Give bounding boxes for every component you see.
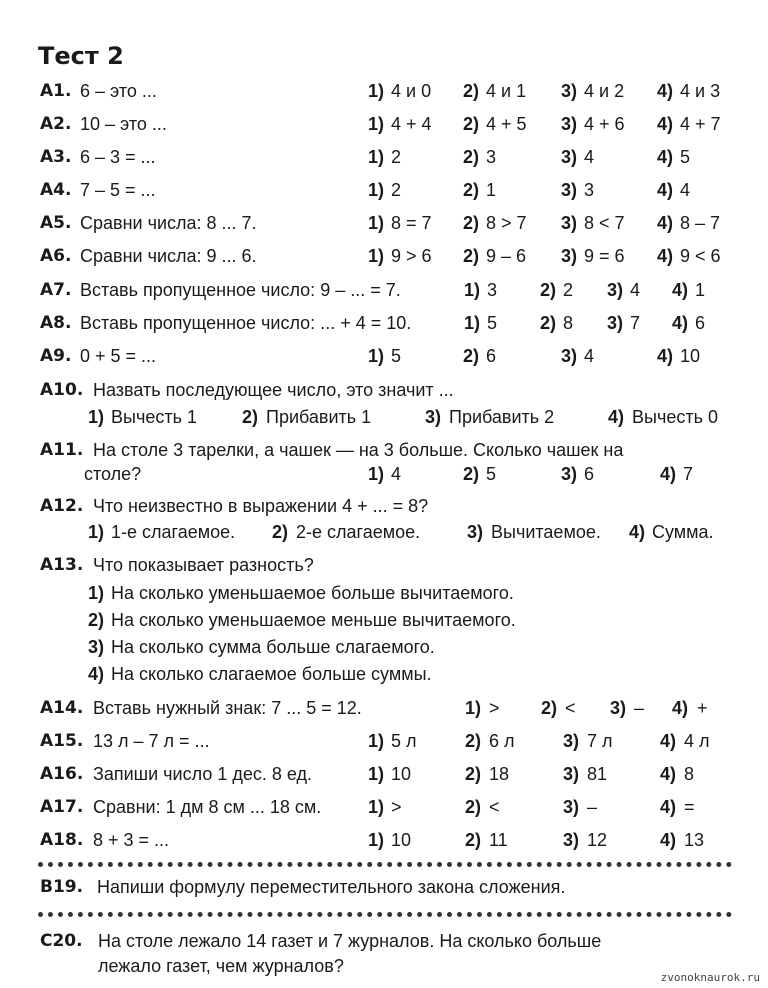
question-label: А6. [40,246,72,266]
question-a11 [0,437,768,463]
question-text: лежало газет, чем журналов? [98,956,344,976]
question-label: А2. [40,114,72,134]
option-text: 4 [630,280,641,300]
option-number: 1) [368,764,385,784]
option-number: 3) [563,731,580,751]
option-text: Прибавить 2 [449,407,555,427]
option-number: 3) [563,764,580,784]
option-number: 2) [540,313,557,333]
option-number: 1) [368,464,385,484]
option-number: 3) [467,522,484,542]
option-number: 3) [561,464,578,484]
option-number: 1) [368,731,385,751]
option-number: 2) [88,610,105,630]
option-text: > [489,698,500,718]
question-text: Что неизвестно в выражении 4 + ... = 8? [93,496,429,516]
option-number: 2) [540,280,557,300]
option-text: 9 = 6 [584,246,625,266]
option-number: 2) [465,830,482,850]
option-number: 4) [657,346,674,366]
question-text: 0 + 5 = ... [80,346,157,366]
option-number: 3) [561,246,578,266]
option-text: 12 [587,830,608,850]
option-text: 4 л [684,731,710,751]
option-number: 4) [657,180,674,200]
option-text: 7 [630,313,641,333]
option-number: 3) [561,180,578,200]
question-a9 [0,343,768,369]
question-label: А12. [40,496,84,516]
option-number: 2) [463,213,480,233]
question-a14 [0,695,768,721]
option-number: 4) [672,280,689,300]
question-a5 [0,210,768,236]
option-number: 4) [660,464,677,484]
option-text: 4 [584,346,595,366]
option-number: 2) [463,114,480,134]
option-text: > [391,797,402,817]
question-label: А14. [40,698,84,718]
question-text: Сравни: 1 дм 8 см ... 18 см. [93,797,322,817]
question-label: А16. [40,764,84,784]
site-watermark: zvonoknaurok.ru [660,971,760,984]
option-text: 8 < 7 [584,213,625,233]
question-text: 13 л – 7 л = ... [93,731,210,751]
question-label: А17. [40,797,84,817]
option-text: Вычесть 1 [111,407,197,427]
option-text: 1 [695,280,706,300]
question-label: В19. [40,877,84,897]
option-number: 4) [608,407,625,427]
option-text: 6 [486,346,497,366]
option-text: 3 [487,280,498,300]
option-text: < [489,797,500,817]
question-label: А15. [40,731,84,751]
option-text: На сколько слагаемое больше суммы. [111,664,432,684]
option-text: 4 + 5 [486,114,527,134]
option-text: 2 [391,180,402,200]
option-number: 4) [660,797,677,817]
option-number: 1) [464,313,481,333]
option-number: 4) [657,147,674,167]
option-text: 4 [391,464,402,484]
option-number: 4) [672,698,689,718]
option-number: 2) [465,731,482,751]
question-text: Сравни числа: 9 ... 6. [80,246,257,266]
question-b19 [0,874,768,900]
option-text: 8 [684,764,695,784]
question-label: С20. [40,931,83,951]
option-text: 2-е слагаемое. [296,522,421,542]
option-text: 10 [391,764,412,784]
option-number: 2) [242,407,259,427]
question-a13-option-2 [0,607,768,633]
question-a8 [0,310,768,336]
option-number: 4) [88,664,105,684]
option-number: 3) [563,797,580,817]
option-text: 5 [486,464,497,484]
option-number: 2) [463,81,480,101]
question-label: А11. [40,440,84,460]
option-number: 1) [368,180,385,200]
option-text: Прибавить 1 [266,407,372,427]
option-text: 5 [391,346,402,366]
option-number: 1) [368,114,385,134]
option-number: 3) [425,407,442,427]
option-number: 3) [607,313,624,333]
question-text: Вставь пропущенное число: 9 – ... = 7. [80,280,401,300]
question-a15 [0,728,768,754]
option-number: 4) [657,81,674,101]
option-text: 8 – 7 [680,213,721,233]
option-number: 3) [561,114,578,134]
option-number: 2) [463,180,480,200]
option-number: 4) [660,731,677,751]
dotted-divider [38,862,732,867]
question-a10 [0,377,768,403]
question-a12 [0,493,768,519]
option-number: 1) [88,583,105,603]
option-number: 1) [88,407,105,427]
option-text: 3 [486,147,497,167]
option-number: 1) [368,147,385,167]
question-text: На столе лежало 14 газет и 7 журналов. На сколько больше [98,931,602,951]
option-text: 13 [684,830,705,850]
test-title: Тест 2 [38,42,124,70]
question-label: А5. [40,213,72,233]
option-number: 1) [368,797,385,817]
question-text: 6 – это ... [80,81,157,101]
question-label: А1. [40,81,72,101]
option-number: 4) [660,764,677,784]
question-label: А9. [40,346,72,366]
option-text: 5 [487,313,498,333]
option-number: 3) [563,830,580,850]
option-text: – [634,698,645,718]
option-text: 11 [489,830,508,850]
option-number: 3) [610,698,627,718]
option-text: 2 [391,147,402,167]
option-text: 4 и 2 [584,81,625,101]
question-c20 [0,928,768,954]
option-text: 4 и 3 [680,81,721,101]
option-text: 4 и 1 [486,81,527,101]
option-text: 4 + 6 [584,114,625,134]
option-text: 8 = 7 [391,213,432,233]
question-a17 [0,794,768,820]
option-text: 10 [680,346,701,366]
option-number: 2) [463,464,480,484]
question-a13-option-1 [0,580,768,606]
option-text: 4 [584,147,595,167]
option-number: 1) [368,213,385,233]
option-text: 5 [680,147,691,167]
question-text: Запиши число 1 дес. 8 ед. [93,764,312,784]
option-text: 7 [683,464,694,484]
question-text: Вставь пропущенное число: ... + 4 = 10. [80,313,412,333]
option-text: 7 л [587,731,613,751]
question-a4 [0,177,768,203]
option-text: < [565,698,576,718]
option-text: 5 л [391,731,417,751]
option-text: Сумма. [652,522,714,542]
option-number: 4) [629,522,646,542]
option-number: 2) [463,346,480,366]
question-text: 8 + 3 = ... [93,830,170,850]
question-text: 6 – 3 = ... [80,147,156,167]
question-label: А7. [40,280,72,300]
option-number: 1) [368,81,385,101]
option-text: 81 [587,764,608,784]
option-number: 3) [561,81,578,101]
question-a6 [0,243,768,269]
question-text: 10 – это ... [80,114,167,134]
option-number: 1) [368,830,385,850]
option-number: 1) [368,246,385,266]
option-text: 8 > 7 [486,213,527,233]
question-a12-options [0,519,768,545]
dotted-divider [38,912,732,917]
question-label: А8. [40,313,72,333]
option-text: – [587,797,598,817]
option-number: 2) [463,246,480,266]
option-text: 6 л [489,731,515,751]
question-text: Напиши формулу переместительного закона сложения. [97,877,566,897]
option-text: Вычесть 0 [632,407,718,427]
option-number: 4) [657,114,674,134]
option-text: 9 > 6 [391,246,432,266]
option-number: 1) [465,698,482,718]
question-a18 [0,827,768,853]
option-number: 3) [88,637,105,657]
question-a16 [0,761,768,787]
option-number: 2) [463,147,480,167]
option-text: 4 + 7 [680,114,721,134]
question-label: А10. [40,380,84,400]
option-number: 3) [561,213,578,233]
option-text: 9 < 6 [680,246,721,266]
option-text: На сколько уменьшаемое больше вычитаемого. [111,583,514,603]
option-number: 2) [465,797,482,817]
question-text: столе? [84,464,142,484]
option-number: 1) [368,346,385,366]
question-a1 [0,78,768,104]
option-text: 8 [563,313,574,333]
question-label: А18. [40,830,84,850]
question-text: На столе 3 тарелки, а чашек — на 3 больше. Сколько чашек на [93,440,624,460]
option-number: 4) [657,213,674,233]
option-text: 2 [563,280,574,300]
question-a13-option-4 [0,661,768,687]
option-text: = [684,797,695,817]
option-text: 1-е слагаемое. [111,522,236,542]
option-text: 4 + 4 [391,114,432,134]
option-text: 4 и 0 [391,81,432,101]
question-label: А3. [40,147,72,167]
question-a2 [0,111,768,137]
question-c20-line2 [0,953,768,979]
question-text: Сравни числа: 8 ... 7. [80,213,257,233]
option-text: 6 [584,464,595,484]
option-text: 3 [584,180,595,200]
option-text: Вычитаемое. [491,522,601,542]
option-number: 2) [272,522,289,542]
option-number: 1) [464,280,481,300]
option-number: 2) [541,698,558,718]
option-number: 4) [672,313,689,333]
option-text: На сколько уменьшаемое меньше вычитаемого. [111,610,516,630]
option-text: 9 – 6 [486,246,527,266]
question-text: Что показывает разность? [93,555,314,575]
option-text: 10 [391,830,412,850]
question-text: Назвать последующее число, это значит ... [93,380,454,400]
option-number: 3) [561,147,578,167]
question-a11-line2 [0,461,768,487]
question-a7 [0,277,768,303]
option-text: На сколько сумма больше слагаемого. [111,637,435,657]
question-text: 7 – 5 = ... [80,180,156,200]
question-label: А13. [40,555,84,575]
question-a13 [0,552,768,578]
option-text: 1 [486,180,497,200]
option-number: 3) [561,346,578,366]
option-number: 2) [465,764,482,784]
option-number: 1) [88,522,105,542]
question-a13-option-3 [0,634,768,660]
option-text: 4 [680,180,691,200]
option-text: + [697,698,708,718]
question-text: Вставь нужный знак: 7 ... 5 = 12. [93,698,362,718]
question-a10-options [0,404,768,430]
option-text: 18 [489,764,510,784]
option-number: 4) [660,830,677,850]
option-number: 4) [657,246,674,266]
question-label: А4. [40,180,72,200]
option-number: 3) [607,280,624,300]
question-a3 [0,144,768,170]
option-text: 6 [695,313,706,333]
